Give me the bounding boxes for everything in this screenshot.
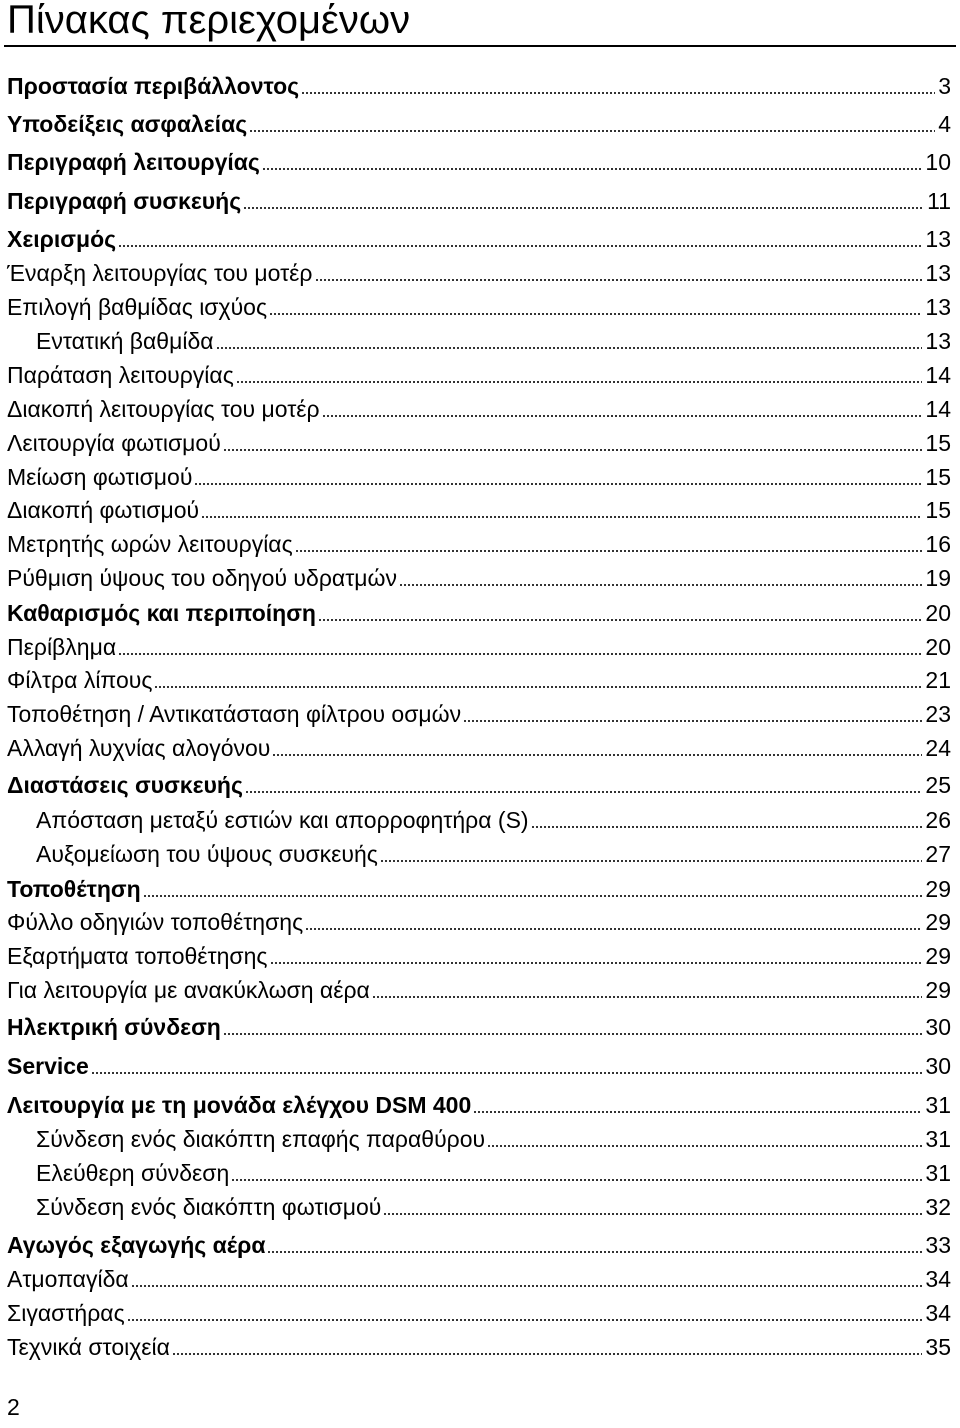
toc-entry[interactable] <box>36 324 951 354</box>
toc-entry-page: 13 <box>925 260 951 286</box>
toc-entry-page: 13 <box>925 328 951 354</box>
toc-entry-page: 20 <box>925 634 951 660</box>
toc-dot-leader <box>305 928 922 930</box>
toc-entry[interactable] <box>7 1049 951 1079</box>
toc-entry-page: 34 <box>925 1266 951 1292</box>
toc-entry-title: Περιγραφή λειτουργίας <box>7 149 260 175</box>
toc-entry-title: Καθαρισμός και περιποίηση <box>7 600 316 626</box>
toc-entry[interactable] <box>7 290 951 320</box>
toc-entry-title: Τεχνικά στοιχεία <box>7 1334 170 1360</box>
toc-entry-title: Προστασία περιβάλλοντος <box>7 73 300 99</box>
toc-dot-leader <box>295 550 923 552</box>
toc-entry[interactable] <box>7 905 951 935</box>
toc-entry[interactable] <box>7 630 951 660</box>
toc-entry[interactable] <box>7 426 951 456</box>
toc-entry-page: 32 <box>925 1194 951 1220</box>
toc-entry-title: Αλλαγή λυχνίας αλογόνου <box>7 735 271 761</box>
toc-entry-title: Ελεύθερη σύνδεση <box>36 1160 230 1186</box>
toc-dot-leader <box>399 584 922 586</box>
toc-entry-title: Διακοπή φωτισμού <box>7 497 200 523</box>
toc-entry[interactable] <box>7 460 951 490</box>
toc-entry[interactable] <box>7 527 951 557</box>
toc-dot-leader <box>383 1213 922 1215</box>
toc-entry-title: Εξαρτήματα τοποθέτησης <box>7 943 268 969</box>
toc-entry-page: 14 <box>925 396 951 422</box>
toc-dot-leader <box>245 791 922 793</box>
toc-dot-leader <box>318 619 922 621</box>
toc-entry-page: 23 <box>925 701 951 727</box>
toc-entry-page: 11 <box>927 188 951 214</box>
toc-entry-page: 16 <box>925 531 951 557</box>
toc-dot-leader <box>380 860 923 862</box>
toc-entry-title: Αυξομείωση του ύψους συσκευής <box>36 841 378 867</box>
toc-entry-page: 10 <box>925 149 951 175</box>
toc-entry[interactable] <box>7 1088 951 1118</box>
toc-dot-leader <box>463 720 922 722</box>
toc-entry-page: 26 <box>925 807 951 833</box>
toc-entry-page: 27 <box>925 841 951 867</box>
toc-entry[interactable] <box>7 973 951 1003</box>
toc-entry[interactable] <box>7 697 951 727</box>
toc-dot-leader <box>473 1111 922 1113</box>
toc-entry[interactable] <box>7 939 951 969</box>
toc-dot-leader <box>216 347 923 349</box>
toc-entry-page: 31 <box>925 1160 951 1186</box>
toc-entry-title: Έναρξη λειτουργίας του μοτέρ <box>7 260 313 286</box>
toc-entry-title: Τοποθέτηση <box>7 876 141 902</box>
toc-entry[interactable] <box>7 872 951 902</box>
toc-entry-title: Για λειτουργία με ανακύκλωση αέρα <box>7 977 370 1003</box>
toc-entry-title: Εντατική βαθμίδα <box>36 328 214 354</box>
toc-dot-leader <box>91 1072 923 1074</box>
toc-entry-title: Service <box>7 1053 89 1079</box>
toc-entry[interactable] <box>7 561 951 591</box>
toc-entry[interactable] <box>7 731 951 761</box>
toc-entry[interactable] <box>36 1190 951 1220</box>
toc-dot-leader <box>201 516 922 518</box>
toc-entry[interactable] <box>7 222 951 252</box>
toc-entry-title: Φίλτρα λίπους <box>7 667 153 693</box>
toc-dot-leader <box>223 449 923 451</box>
toc-entry-page: 35 <box>925 1334 951 1360</box>
toc-entry-page: 34 <box>925 1300 951 1326</box>
toc-entry[interactable] <box>36 1156 951 1186</box>
toc-entry-page: 29 <box>925 943 951 969</box>
toc-entry-page: 20 <box>925 600 951 626</box>
toc-entry[interactable] <box>7 256 951 286</box>
toc-entry-page: 15 <box>925 497 951 523</box>
toc-entry-page: 33 <box>925 1232 951 1258</box>
toc-entry-page: 13 <box>925 294 951 320</box>
toc-entry-page: 30 <box>925 1014 951 1040</box>
toc-dot-leader <box>270 962 923 964</box>
toc-entry-title: Περίβλημα <box>7 634 117 660</box>
toc-dot-leader <box>249 130 935 132</box>
page-title: Πίνακας περιεχομένων <box>7 0 411 42</box>
toc-entry-page: 29 <box>925 876 951 902</box>
toc-dot-leader <box>223 1033 923 1035</box>
toc-entry-title: Διαστάσεις συσκευής <box>7 772 243 798</box>
toc-entry-title: Φύλλο οδηγιών τοποθέτησης <box>7 909 304 935</box>
toc-entry[interactable] <box>7 69 951 99</box>
toc-entry[interactable] <box>7 145 951 175</box>
toc-entry-page: 15 <box>925 430 951 456</box>
toc-entry[interactable] <box>7 1010 951 1040</box>
toc-entry[interactable] <box>36 837 951 867</box>
toc-entry-title: Σύνδεση ενός διακόπτη επαφής παραθύρου <box>36 1126 486 1152</box>
toc-entry[interactable] <box>7 392 951 422</box>
toc-entry-title: Μετρητής ωρών λειτουργίας <box>7 531 293 557</box>
toc-entry[interactable] <box>7 663 951 693</box>
toc-entry-title: Χειρισμός <box>7 226 117 252</box>
toc-entry[interactable] <box>7 358 951 388</box>
toc-entry[interactable] <box>7 1228 951 1258</box>
toc-entry-title: Ατμοπαγίδα <box>7 1266 129 1292</box>
toc-entry[interactable] <box>7 768 951 798</box>
page-number: 2 <box>7 1394 20 1420</box>
toc-dot-leader <box>243 207 924 209</box>
toc-dot-leader <box>236 381 923 383</box>
toc-entry-page: 3 <box>938 73 951 99</box>
toc-dot-leader <box>118 245 922 247</box>
toc-entry-page: 13 <box>925 226 951 252</box>
toc-entry-title: Παράταση λειτουργίας <box>7 362 234 388</box>
toc-dot-leader <box>154 686 922 688</box>
toc-dot-leader <box>118 653 922 655</box>
toc-entry-title: Σύνδεση ενός διακόπτη φωτισμού <box>36 1194 382 1220</box>
toc-dot-leader <box>315 279 923 281</box>
toc-entry[interactable] <box>36 1122 951 1152</box>
toc-entry-title: Υποδείξεις ασφαλείας <box>7 111 248 137</box>
toc-entry[interactable] <box>7 493 951 523</box>
toc-entry-title: Ρύθμιση ύψους του οδηγού υδρατμών <box>7 565 397 591</box>
toc-dot-leader <box>262 168 923 170</box>
toc-entry-title: Σιγαστήρας <box>7 1300 125 1326</box>
toc-entry-title: Επιλογή βαθμίδας ισχύος <box>7 294 268 320</box>
toc-entry-title: Λειτουργία φωτισμού <box>7 430 221 456</box>
toc-entry-title: Τοποθέτηση / Αντικατάσταση φίλτρου οσμών <box>7 701 462 727</box>
toc-entry-title: Διακοπή λειτουργίας του μοτέρ <box>7 396 320 422</box>
toc-dot-leader <box>231 1179 922 1181</box>
toc-dot-leader <box>301 92 935 94</box>
toc-entry[interactable] <box>7 1262 951 1292</box>
toc-entry-page: 19 <box>925 565 951 591</box>
toc-dot-leader <box>322 415 923 417</box>
toc-entry-title: Περιγραφή συσκευής <box>7 188 242 214</box>
toc-entry-page: 14 <box>925 362 951 388</box>
toc-dot-leader <box>172 1353 922 1355</box>
toc-entry[interactable] <box>7 107 951 137</box>
toc-entry-page: 29 <box>925 909 951 935</box>
toc-dot-leader <box>272 754 922 756</box>
toc-dot-leader <box>487 1145 922 1147</box>
toc-dot-leader <box>194 483 922 485</box>
toc-dot-leader <box>127 1319 923 1321</box>
toc-entry-page: 4 <box>938 111 951 137</box>
toc-entry[interactable] <box>7 184 951 214</box>
toc-dot-leader <box>131 1285 923 1287</box>
toc-entry[interactable] <box>7 1296 951 1326</box>
toc-entry[interactable] <box>7 596 951 626</box>
toc-entry[interactable] <box>7 1330 951 1360</box>
toc-entry[interactable] <box>36 803 951 833</box>
toc-dot-leader <box>143 895 923 897</box>
toc-entry-title: Ηλεκτρική σύνδεση <box>7 1014 221 1040</box>
toc-entry-page: 21 <box>925 667 951 693</box>
toc-dot-leader <box>267 1251 922 1253</box>
toc-dot-leader <box>531 826 923 828</box>
toc-entry-title: Μείωση φωτισμού <box>7 464 193 490</box>
toc-entry-page: 29 <box>925 977 951 1003</box>
toc-entry-title: Αγωγός εξαγωγής αέρα <box>7 1232 266 1258</box>
toc-entry-title: Απόσταση μεταξύ εστιών και απορροφητήρα (S) <box>36 807 529 833</box>
toc-entry-page: 24 <box>925 735 951 761</box>
toc-entry-page: 31 <box>925 1126 951 1152</box>
toc-entry-page: 25 <box>925 772 951 798</box>
toc-entry-page: 31 <box>925 1092 951 1118</box>
toc-entry-page: 30 <box>925 1053 951 1079</box>
toc-dot-leader <box>372 996 923 998</box>
toc-entry-title: Λειτουργία με τη μονάδα ελέγχου DSM 400 <box>7 1092 472 1118</box>
toc-dot-leader <box>269 313 922 315</box>
toc-entry-page: 15 <box>925 464 951 490</box>
